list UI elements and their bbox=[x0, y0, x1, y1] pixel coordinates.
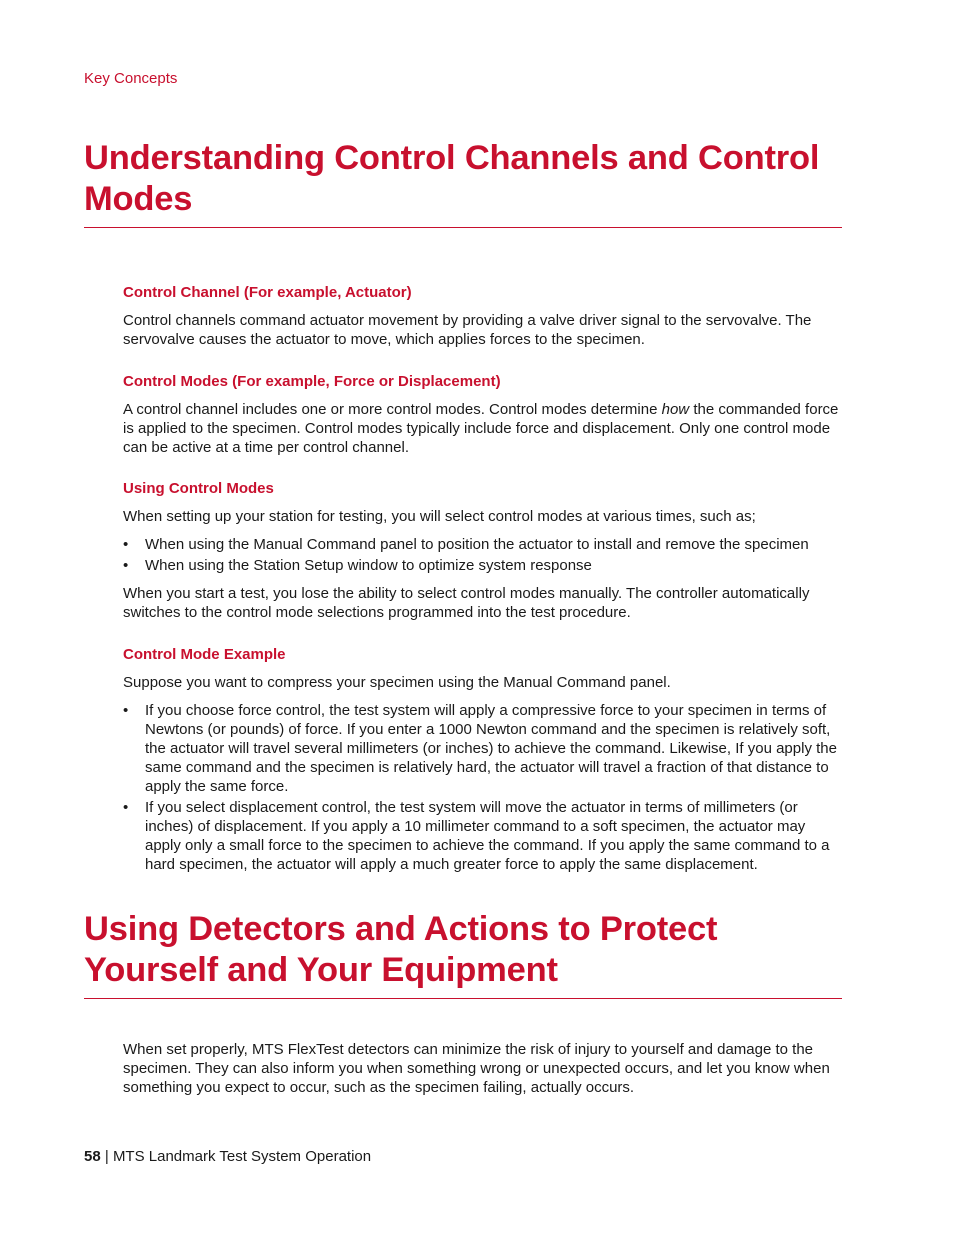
page-number: 58 bbox=[84, 1148, 101, 1165]
section-title-control-channels: Understanding Control Channels and Control Modes bbox=[84, 138, 842, 228]
list-item bbox=[123, 701, 845, 796]
list-item-text: If you select displacement control, the test system will move the actuator in terms of millimeters (or inches) of displacement. If you apply a 10 millimeter command to a soft specimen, the actuator may apply only a small force to the specimen to achieve the command. If you apply the same command to a hard specimen, the actuator will apply a much greater force to apply the same displacement. bbox=[145, 799, 830, 873]
paragraph-using-control-modes-intro: When setting up your station for testing, you will select control modes at various times, such as; bbox=[123, 508, 756, 525]
heading-using-control-modes: Using Control Modes bbox=[123, 480, 274, 497]
paragraph-control-modes-part-b: the commanded force is applied to the specimen. Control modes typically include force and displacement. Only one control mode can be active at a time per control channel. bbox=[123, 401, 839, 456]
list-item-text: When using the Station Setup window to optimize system response bbox=[145, 557, 592, 574]
bullet-icon: • bbox=[123, 536, 129, 553]
bullet-list-control-mode-example bbox=[123, 701, 845, 876]
paragraph-control-modes bbox=[123, 400, 845, 457]
bullet-icon: • bbox=[123, 557, 129, 574]
bullet-list-using-control-modes bbox=[123, 535, 845, 577]
list-item bbox=[123, 535, 845, 554]
heading-control-modes: Control Modes (For example, Force or Displacement) bbox=[123, 373, 501, 390]
list-item-text: If you choose force control, the test system will apply a compressive force to your specimen in terms of Newtons (or pounds) of force. If you enter a 1000 Newton command and the specimen is relatively soft, the actuator will travel several millimeters (or inches) to achieve the command. Likewise, If you apply the same command and the specimen is relatively hard, the actuator will travel a fraction of that distance to apply the same force. bbox=[145, 702, 837, 795]
bullet-icon: • bbox=[123, 702, 129, 719]
footer-separator: | bbox=[104, 1148, 109, 1165]
paragraph-control-modes-emphasis: how bbox=[661, 401, 690, 418]
paragraph-detectors-actions: When set properly, MTS FlexTest detectors can minimize the risk of injury to yourself and damage to the specimen. They can also inform you when something wrong or unexpected occurs, and let you know when something you expect to occur, such as the specimen failing, actually occurs. bbox=[123, 1041, 830, 1096]
paragraph-using-control-modes-outro: When you start a test, you lose the ability to select control modes manually. The controller automatically switches to the control mode selections programmed into the test procedure. bbox=[123, 585, 810, 621]
footer-doc-title: MTS Landmark Test System Operation bbox=[112, 1148, 372, 1165]
page-footer bbox=[84, 1148, 371, 1165]
section-title-detectors-actions: Using Detectors and Actions to Protect Yourself and Your Equipment bbox=[84, 909, 842, 999]
heading-control-channel: Control Channel (For example, Actuator) bbox=[123, 284, 412, 301]
running-head: Key Concepts bbox=[84, 70, 178, 87]
paragraph-control-channel: Control channels command actuator movement by providing a valve driver signal to the servovalve. The servovalve causes the actuator to move, which applies forces to the specimen. bbox=[123, 312, 812, 348]
list-item bbox=[123, 798, 845, 874]
paragraph-control-modes-part-a: A control channel includes one or more control modes. Control modes determine bbox=[123, 401, 662, 418]
heading-control-mode-example: Control Mode Example bbox=[123, 646, 286, 663]
bullet-icon: • bbox=[123, 799, 129, 816]
paragraph-control-mode-example-intro: Suppose you want to compress your specimen using the Manual Command panel. bbox=[123, 674, 671, 691]
list-item-text: When using the Manual Command panel to position the actuator to install and remove the specimen bbox=[145, 536, 809, 553]
list-item bbox=[123, 556, 845, 575]
